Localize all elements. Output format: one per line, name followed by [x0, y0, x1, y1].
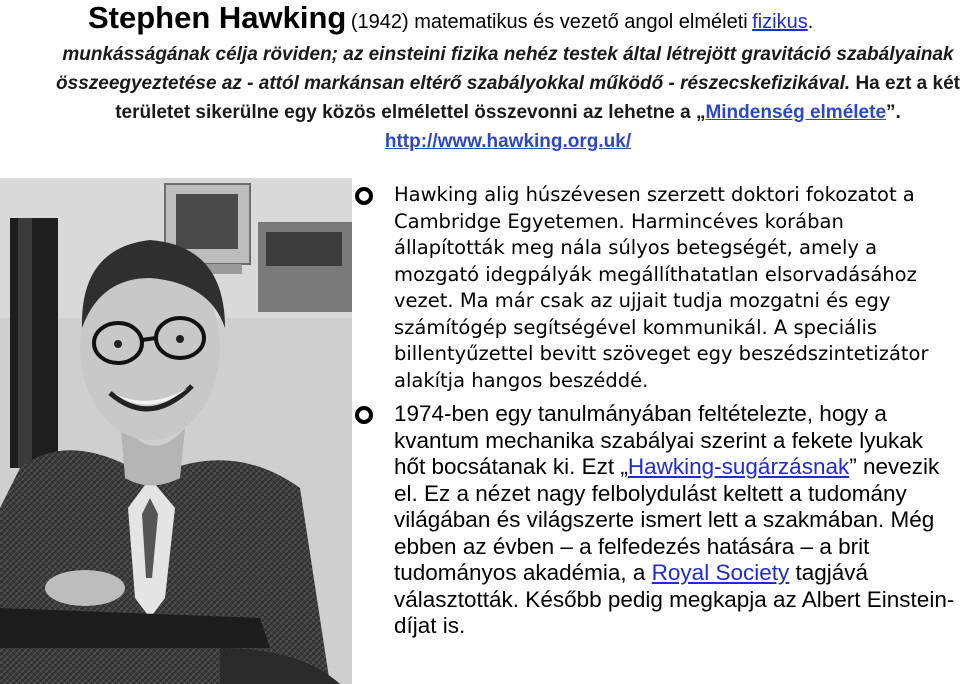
page-title	[88, 0, 960, 40]
hawking-website-link[interactable]: http://www.hawking.org.uk/	[384, 131, 632, 152]
theory-of-everything-link[interactable]: Mindenség elmélete	[705, 102, 887, 123]
portrait-photo	[0, 178, 352, 684]
intro-bold-text: Ha ezt a két területet sikerülne egy közös elmélettel összevonni az lehetne a	[115, 73, 960, 123]
ring-bullet-icon	[355, 187, 373, 205]
quote-open: „	[695, 102, 706, 123]
royal-society-link[interactable]: Royal Society	[651, 560, 790, 585]
bullet-text-part3: tagjává választották. Később pedig megkapja az Albert Einstein-díjat is.	[394, 560, 955, 638]
bullet-list	[352, 182, 960, 640]
fizikus-link[interactable]: fizikus	[752, 11, 808, 33]
title-period: .	[807, 11, 814, 33]
intro-italic-text: munkásságának célja röviden; az einsteini fizika nehéz testek által létrejött gravitáció szabályainak összeegyeztetése az - attól markánsan eltérő szabályokkal működő - részecskefizikával.	[56, 44, 954, 94]
bullet-text-part1: 1974-ben egy tanulmányában feltételezte, hogy a kvantum mechanika szabályai szerint a fekete lyukak hőt bocsátanak ki. Ezt „	[394, 401, 924, 479]
intro-paragraph	[56, 40, 960, 156]
bullet-item	[352, 182, 960, 394]
hawking-radiation-link[interactable]: Hawking-sugárzásnak	[627, 454, 850, 479]
bullet-text-part2: ” nevezik el. Ez a nézet nagy felbolydulást keltett a tudomány világában és világszerte ismert lett a szakmában. Még ebben az évben – a felfedezés hatására – a brit tudományos akadémia, a	[394, 454, 940, 585]
title-years: (1942) matematikus és vezető angol elméleti	[350, 11, 748, 33]
ring-bullet-icon	[355, 406, 373, 424]
bullet-item	[352, 401, 960, 640]
quote-close: ”.	[886, 102, 901, 123]
bullet-text: Hawking alig húszévesen szerzett doktori fokozatot a Cambridge Egyetemen. Harmincéves korában állapították meg nála súlyos betegségét, amely a mozgató idegpályák megállíthatatlan elsorvadásához vezet. Ma már csak az ujjait tudja mozgatni és egy számítógép segítségével kommunikál. A speciális billentyűzettel bevitt szöveget egy beszédszintetizátor alakítja hangos beszéddé.	[394, 183, 929, 392]
title-name: Stephen Hawking	[88, 0, 347, 35]
